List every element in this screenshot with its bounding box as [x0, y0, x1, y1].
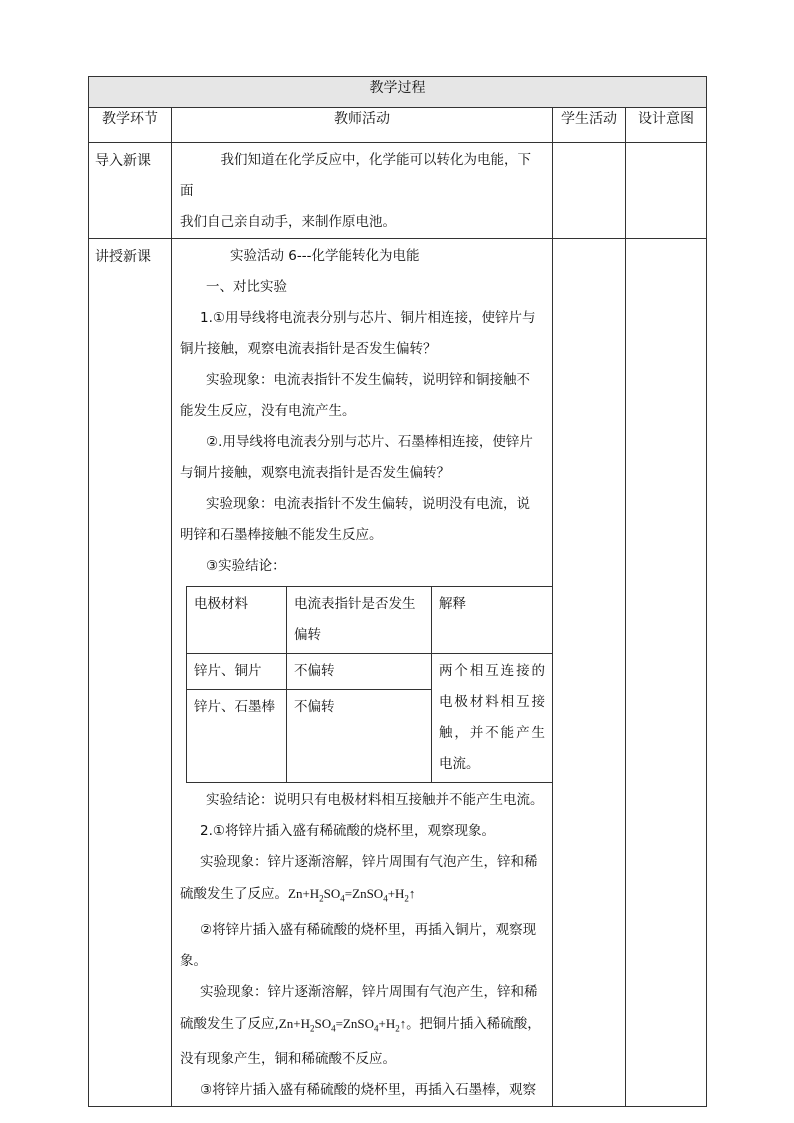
stage-intro: 导入新课 [89, 143, 172, 239]
p7: 2.①将锌片插入盛有稀硫酸的烧杯里，观察现象。 [200, 823, 495, 839]
teacher-lecture [172, 239, 553, 1107]
p10-line1: 实验现象：锌片逐渐溶解，锌片周围有气泡产生，锌和稀 [200, 983, 538, 1000]
intro-line-1: 我们知道在化学反应中，化学能可以转化为电能，下面 [180, 152, 531, 199]
p10-line2 [172, 1008, 552, 1045]
p8-line2 [172, 878, 552, 915]
p3-line2: 与铜片接触，观察电流表指针是否发生偏转？ [180, 465, 450, 481]
p6: 实验结论：说明只有电极材料相互接触并不能产生电流。 [206, 792, 544, 808]
conclusion-table-wrap [186, 586, 552, 783]
conclusion-row-1 [187, 654, 553, 690]
p9-line1: ②将锌片插入盛有稀硫酸的烧杯里，再插入铜片，观察现 [200, 921, 537, 938]
p10-line2-after: 把铜片插入稀硫酸， [419, 1015, 541, 1032]
p8-line2-text: 硫酸发生了反应。 [180, 886, 288, 902]
p2-line2: 能发生反应，没有电流产生。 [180, 403, 356, 419]
intro-line-2: 我们自己亲自动手，来制作原电池。 [180, 214, 396, 230]
p1-line2: 铜片接触，观察电流表指针是否发生偏转？ [180, 341, 437, 357]
p11: ③将锌片插入盛有稀硫酸的烧杯里，再插入石墨棒，观察 [200, 1082, 537, 1099]
col-explain: 解释 [432, 587, 553, 654]
p10-line3: 没有现象产生，铜和稀硫酸不反应。 [180, 1051, 396, 1068]
r1-electrode: 锌片、铜片 [187, 654, 287, 690]
p4-line2: 明锌和石墨棒接触不能发生反应。 [180, 527, 383, 543]
equation-2: $Zn+H_2SO_4=ZnSO_4+H_2↑$。 [278, 1015, 420, 1034]
r2-deflection: 不偏转 [287, 690, 432, 783]
p3-line1: ②.用导线将电流表分别与芯片、石墨棒相连接，使锌片 [206, 434, 533, 450]
p5: ③实验结论： [206, 558, 286, 574]
teaching-process-table [88, 76, 707, 1107]
section-1: 一、对比实验 [206, 279, 287, 295]
table-title: 教学过程 [89, 77, 707, 108]
r2-electrode: 锌片、石墨棒 [187, 690, 287, 783]
lecture-title: 实验活动 6---化学能转化为电能 [230, 248, 420, 264]
explanation-cell: 两个相互连接的电极材料相互接触，并不能产生电流。 [432, 654, 553, 783]
table-title-row [89, 77, 707, 108]
lesson-page [88, 76, 706, 1107]
header-stage: 教学环节 [89, 108, 172, 143]
col-electrode: 电极材料 [187, 587, 287, 654]
intent-lecture [626, 239, 707, 1107]
header-student: 学生活动 [553, 108, 626, 143]
teacher-intro [172, 143, 553, 239]
conclusion-table [186, 586, 553, 783]
row-lecture [89, 239, 707, 1107]
conclusion-header-row [187, 587, 553, 654]
header-row [89, 108, 707, 143]
header-teacher: 教师活动 [172, 108, 553, 143]
equation-1: $Zn+H_2SO_4=ZnSO_4+H_2↑$ [288, 886, 416, 904]
col-deflection: 电流表指针是否发生偏转 [287, 587, 432, 654]
header-intent: 设计意图 [626, 108, 707, 143]
p10-line2-text: 硫酸发生了反应, [180, 1015, 279, 1032]
student-lecture [553, 239, 626, 1107]
stage-lecture: 讲授新课 [89, 239, 172, 1107]
row-intro [89, 143, 707, 239]
p4-line1: 实验现象：电流表指针不发生偏转，说明没有电流，说 [206, 496, 530, 512]
p8-line1: 实验现象：锌片逐渐溶解，锌片周围有气泡产生，锌和稀 [200, 854, 538, 870]
r1-deflection: 不偏转 [287, 654, 432, 690]
student-intro [553, 143, 626, 239]
p1-line1: 1.①用导线将电流表分别与芯片、铜片相连接，使锌片与 [200, 310, 536, 326]
p9-line2: 象。 [180, 952, 207, 969]
intent-intro [626, 143, 707, 239]
p2-line1: 实验现象：电流表指针不发生偏转，说明锌和铜接触不 [206, 372, 530, 388]
